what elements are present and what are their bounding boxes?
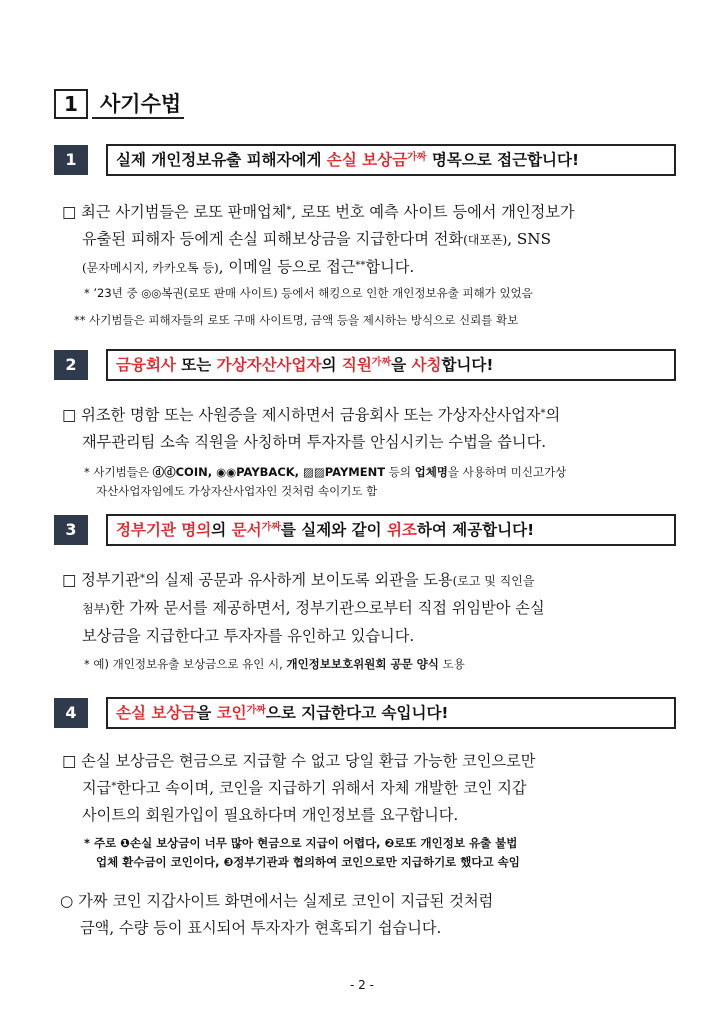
block-1-paragraph: □ 최근 사기범들은 로또 판매업체*, 로또 번호 예측 사이트 등에서 개인정보가 유출된 피해자 등에게 손실 피해보상금을 지급한다며 전화(대포폰), SNS (문자메시지, 카카오톡 등), 이메일 등으로 접근**합니다. xyxy=(62,203,575,276)
block-3-paragraph: □ 정부기관*의 실제 공문과 유사하게 보이도록 외관을 도용(로고 및 직인을 첨부)한 가짜 문서를 제공하면서, 정부기관으로부터 직접 위임받아 손실 보상금을 지급한다고 투자자를 유인하고 있습니다. xyxy=(62,571,545,645)
block-2-heading: 금융회사 또는 가상자산사업자의 직원$^{가짜}$을 사칭합니다! xyxy=(106,349,676,381)
block-1-note-1: * ’23년 중 ◎◎복권(로또 판매 사이트) 등에서 해킹으로 인한 개인정보유출 피해가 있었음 xyxy=(84,286,533,300)
block-2-paragraph: □ 위조한 명함 또는 사원증을 제시하면서 금융회사 또는 가상자산사업자*의 재무관리팀 소속 직원을 사칭하며 투자자를 안심시키는 수법을 씁니다. xyxy=(62,406,561,451)
section-number: 1 xyxy=(54,89,88,119)
block-3-note: * 예) 개인정보유출 보상금으로 유인 시, 개인정보보호위원회 공문 양식 도용 xyxy=(84,657,465,671)
block-2-number: 2 xyxy=(54,350,88,380)
block-4-heading: 손실 보상금을 코인$^{가짜}$으로 지급한다고 속입니다! xyxy=(106,697,676,729)
block-4-note: * 주로 ❶손실 보상금이 너무 많아 현금으로 지급이 어렵다, ❷로또 개인정보 유출 불법 업체 환수금이 코인이다, ❸정부기관과 협의하여 코인으로만 지급하기로 했다고 속임 xyxy=(84,836,520,869)
block-4-additional-paragraph: ○ 가짜 코인 지갑사이트 화면에서는 실제로 코인이 지급된 것처럼 금액, 수량 등이 표시되어 투자자가 현혹되기 쉽습니다. xyxy=(60,892,494,937)
block-1-note-2: ** 사기범들은 피해자들의 로또 구매 사이트명, 금액 등을 제시하는 방식으로 신뢰를 확보 xyxy=(74,313,519,327)
block-4-paragraph: □ 손실 보상금은 현금으로 지급할 수 없고 당일 환급 가능한 코인으로만 지급*한다고 속이며, 코인을 지급하기 위해서 자체 개발한 코인 지갑 사이트의 회원가입이 필요하다며 개인정보를 요구합니다. xyxy=(62,752,536,824)
block-4-number: 4 xyxy=(54,698,88,728)
block-2-note: * 사기범들은 ⓓⓓCOIN, ◉◉PAYBACK, ▨▨PAYMENT 등의 업체명을 사용하며 미신고가상 자산사업자임에도 가상자산사업자인 것처럼 속이기도 함 xyxy=(84,465,567,498)
block-1-number: 1 xyxy=(54,145,88,175)
block-3-heading: 정부기관 명의의 문서$^{가짜}$를 실제와 같이 위조하여 제공합니다! xyxy=(106,514,676,546)
page-number: - 2 - xyxy=(350,978,374,992)
block-3-number: 3 xyxy=(54,515,88,545)
block-1-heading: 실제 개인정보유출 피해자에게 손실 보상금$^{가짜}$ 명목으로 접근합니다! xyxy=(106,144,676,176)
section-underline xyxy=(92,117,184,119)
section-title: 사기수법 xyxy=(100,92,182,116)
